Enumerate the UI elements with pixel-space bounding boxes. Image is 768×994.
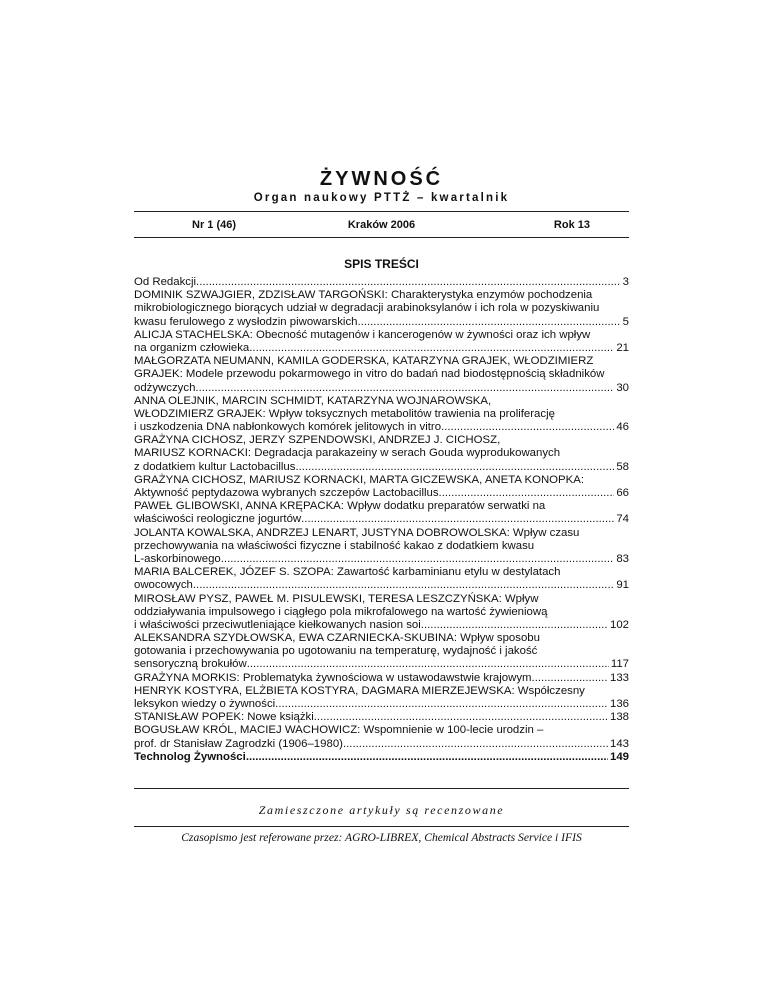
reviewed-note: Zamieszczone artykuły są recenzowane — [258, 803, 505, 817]
issue-number: Nr 1 (46) — [192, 219, 237, 231]
toc-entry-text: sensoryczną brokułów — [134, 658, 247, 671]
toc-page-number: 102 — [609, 618, 629, 631]
dot-leader — [295, 461, 614, 474]
toc-entry-line — [134, 276, 629, 289]
toc-entry-text: prof. dr Stanisław Zagrodzki (1906–1980) — [134, 737, 343, 750]
toc-entry-text: właściwości reologiczne jogurtów — [134, 513, 302, 526]
toc-page-number: 74 — [616, 513, 629, 526]
toc-entry — [134, 751, 629, 764]
toc-entry-line — [134, 316, 629, 329]
toc-entry-line — [134, 658, 629, 671]
toc-entry — [134, 711, 629, 724]
toc-entry — [134, 474, 629, 500]
indexed-note: Czasopismo jest referowane przez: AGRO-LIBREX, Chemical Abstracts Service i IFIS — [181, 831, 582, 844]
toc-entry-line — [134, 593, 629, 606]
toc-page-number: 133 — [609, 671, 629, 684]
toc-entry-text: ALEKSANDRA SZYDŁOWSKA, EWA CZARNIECKA-SKUBINA: Wpływ sposobu — [134, 632, 540, 645]
toc-page-number: 91 — [616, 579, 629, 592]
dot-leader — [301, 513, 614, 526]
dot-leader — [314, 711, 608, 724]
toc-entry-line — [134, 421, 629, 434]
toc-page-number: 46 — [616, 421, 629, 434]
toc-entry-text: i właściwości przeciwutleniające kiełkowanych nasion soi — [134, 618, 421, 631]
toc-entry-text: BOGUSŁAW KRÓL, MACIEJ WACHOWICZ: Wspomnienie w 100-lecie urodzin – — [134, 724, 544, 737]
toc-entry-text: Od Redakcji — [134, 276, 197, 288]
toc-entry-text: MIROSŁAW PYSZ, PAWEŁ M. PISULEWSKI, TERESA LESZCZYŃSKA: Wpływ — [134, 592, 539, 605]
toc-entry-line — [134, 474, 629, 487]
toc-entry-text: JOLANTA KOWALSKA, ANDRZEJ LENART, JUSTYNA DOBROWOLSKA: Wpływ czasu — [134, 526, 580, 539]
top-rule — [134, 211, 629, 212]
toc-entry-text: przechowywania na właściwości fizyczne i stabilność kakao z dodatkiem kwasu — [134, 539, 535, 552]
toc-page-number: 3 — [622, 276, 629, 288]
toc-entry — [134, 593, 629, 633]
toc-entry-text: STANISŁAW POPEK: Nowe książki — [134, 711, 314, 724]
toc-entry — [134, 685, 629, 711]
dot-leader — [421, 619, 608, 632]
toc-entry-text: na organizm człowieka — [134, 341, 250, 354]
toc-entry-line — [134, 447, 629, 460]
footer-rule — [134, 826, 629, 827]
toc-entry-text: Aktywność peptydazowa wybranych szczepów Lactobacillus — [134, 487, 439, 499]
toc-entry-text: Technolog Żywności — [134, 750, 246, 763]
toc-entry-text: L-askorbinowego — [134, 552, 221, 565]
toc-entry-line — [134, 302, 629, 315]
volume-year: Rok 13 — [553, 219, 590, 231]
toc-entry-line — [134, 342, 629, 355]
toc-entry-text: oddziaływania impulsowego i ciągłego pola mikrofalowego na wartość żywieniową — [134, 605, 548, 618]
toc-entry-line — [134, 513, 629, 526]
toc-entry-text: HENRYK KOSTYRA, ELŻBIETA KOSTYRA, DAGMARA MIERZEJEWSKA: Współczesny — [134, 684, 585, 697]
toc-entry-line — [134, 368, 629, 381]
toc-entry — [134, 355, 629, 395]
toc-entry-text: owocowych — [134, 579, 193, 592]
bottom-rule — [134, 237, 629, 238]
toc-end-rule — [134, 788, 629, 789]
toc-entry-line — [134, 382, 629, 395]
toc-entry-line — [134, 672, 629, 685]
dot-leader — [195, 382, 614, 395]
dot-leader — [343, 738, 608, 751]
dot-leader — [441, 421, 614, 434]
dot-leader — [249, 342, 614, 355]
toc-entry-text: PAWEŁ GLIBOWSKI, ANNA KRĘPACKA: Wpływ dodatku preparatów serwatki na — [134, 500, 546, 513]
toc-entry-line — [134, 434, 629, 447]
toc-entry-line — [134, 579, 629, 592]
dot-leader — [196, 276, 621, 289]
toc-entry-line — [134, 540, 629, 553]
toc-entry-line — [134, 289, 629, 302]
toc-entry-text: i uszkodzenia DNA nabłonkowych komórek jelitowych in vitro — [134, 421, 442, 434]
toc-entry-line — [134, 711, 629, 724]
toc-entry-text: ALICJA STACHELSKA: Obecność mutagenów i kancerogenów w żywności oraz ich wpływ — [134, 328, 591, 341]
toc-entry-line — [134, 738, 629, 751]
toc-page-number: 117 — [610, 658, 629, 671]
journal-subtitle: Organ naukowy PTTŻ – kwartalnik — [253, 192, 510, 204]
toc-page-number: 5 — [622, 315, 629, 328]
toc-entry — [134, 289, 629, 329]
dot-leader — [439, 487, 615, 500]
toc-page-number: 83 — [616, 552, 629, 565]
dot-leader — [193, 579, 614, 592]
dot-leader — [275, 698, 608, 711]
toc-entry — [134, 276, 629, 289]
toc-entry-line — [134, 408, 629, 421]
toc-entry-line — [134, 527, 629, 540]
toc-entry-text: z dodatkiem kultur Lactobacillus — [134, 460, 296, 473]
toc-entry-line — [134, 698, 629, 711]
dot-leader — [246, 751, 608, 764]
toc-entry-line — [134, 487, 629, 500]
toc-entry — [134, 632, 629, 672]
toc-entry-text: gotowania i przechowywania po ugotowaniu na temperaturę, wydajność i jakość — [134, 645, 538, 658]
toc-entry-text: MAŁGORZATA NEUMANN, KAMILA GODERSKA, KATARZYNA GRAJEK, WŁODZIMIERZ — [134, 355, 594, 368]
toc-entry-line — [134, 724, 629, 737]
toc-page-number: 149 — [609, 750, 629, 763]
toc-entry-line — [134, 619, 629, 632]
toc-page-number: 136 — [609, 698, 629, 710]
toc-entry-line — [134, 685, 629, 698]
table-of-contents — [134, 276, 629, 764]
dot-leader — [247, 658, 609, 671]
toc-entry-text: odżywczych — [134, 381, 196, 394]
toc-entry-text: WŁODZIMIERZ GRAJEK: Wpływ toksycznych metabolitów trawienia na proliferację — [134, 407, 555, 420]
toc-entry-line — [134, 751, 629, 764]
toc-entry-text: GRAŻYNA CICHOSZ, JERZY SZPENDOWSKI, ANDRZEJ J. CICHOSZ, — [134, 434, 501, 447]
toc-entry — [134, 500, 629, 526]
toc-entry-line — [134, 500, 629, 513]
toc-page-number: 138 — [609, 711, 629, 724]
dot-leader — [532, 672, 608, 685]
toc-page-number: 143 — [609, 737, 629, 750]
toc-entry — [134, 566, 629, 592]
toc-entry-text: mikrobiologicznego biorących udział w degradacji arabinoksylanów i ich rola w pozyskiwaniu — [134, 302, 600, 315]
toc-entry-line — [134, 606, 629, 619]
toc-entry-line — [134, 566, 629, 579]
toc-entry — [134, 329, 629, 355]
place-year: Kraków 2006 — [347, 219, 416, 231]
dot-leader — [221, 553, 615, 566]
toc-entry-text: MARIA BALCEREK, JÓZEF S. SZOPA: Zawartość karbaminianu etylu w destylatach — [134, 566, 561, 579]
toc-entry-line — [134, 632, 629, 645]
toc-entry-text: ANNA OLEJNIK, MARCIN SCHMIDT, KATARZYNA WOJNAROWSKA, — [134, 394, 492, 407]
toc-entry — [134, 672, 629, 685]
toc-entry — [134, 527, 629, 567]
toc-entry-line — [134, 645, 629, 658]
toc-page-number: 58 — [616, 460, 629, 473]
toc-page-number: 21 — [616, 341, 629, 354]
toc-entry-text: kwasu ferulowego z wysłodzin piwowarskich — [134, 315, 358, 328]
toc-entry-text: GRAJEK: Modele przewodu pokarmowego in vitro do badań nad biodostępnością składników — [134, 368, 605, 381]
dot-leader — [357, 316, 620, 329]
toc-entry-line — [134, 395, 629, 408]
toc-entry-line — [134, 553, 629, 566]
toc-entry-text: DOMINIK SZWAJGIER, ZDZISŁAW TARGOŃSKI: Charakterystyka enzymów pochodzenia — [134, 289, 593, 302]
toc-entry-line — [134, 329, 629, 342]
toc-entry — [134, 395, 629, 435]
toc-heading: SPIS TREŚCI — [344, 257, 419, 271]
toc-entry — [134, 434, 629, 474]
toc-entry-text: GRAŻYNA MORKIS: Problematyka żywnościowa w ustawodawstwie krajowym — [134, 671, 532, 684]
journal-title: ŻYWNOŚĆ — [319, 168, 444, 190]
toc-entry-text: GRAŻYNA CICHOSZ, MARIUSZ KORNACKI, MARTA GICZEWSKA, ANETA KONOPKA: — [134, 473, 584, 486]
toc-entry-line — [134, 461, 629, 474]
toc-entry-text: MARIUSZ KORNACKI: Degradacja parakazeiny w serach Gouda wyprodukowanych — [134, 447, 561, 460]
toc-entry-line — [134, 355, 629, 368]
toc-page-number: 30 — [616, 381, 629, 394]
toc-entry — [134, 724, 629, 750]
toc-page-number: 66 — [616, 487, 629, 499]
toc-entry-text: leksykon wiedzy o żywności — [134, 698, 276, 710]
